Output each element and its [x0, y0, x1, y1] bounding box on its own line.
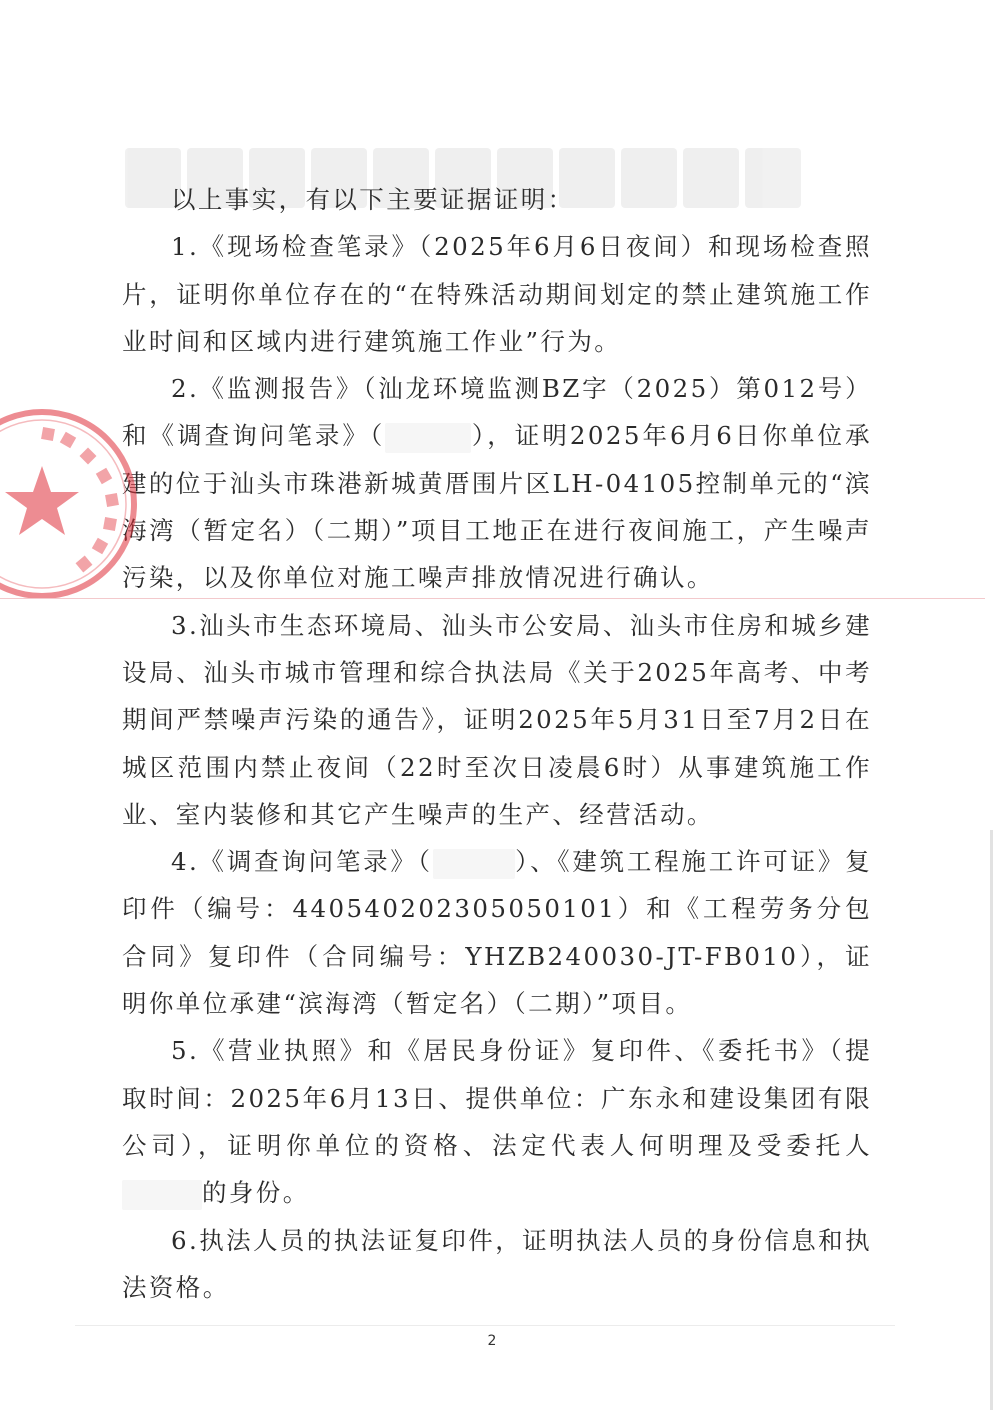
scan-bottom-line: [75, 1325, 895, 1326]
paragraph-evidence-4-part-a: 4.《调查询问笔录》（: [171, 847, 433, 877]
paragraph-evidence-5-part-a: 5.《营业执照》和《居民身份证》复印件、《委托书》（提取时间：2025年6月13日、提供单位：广东永和建设集团有限公司），证明你单位的资格、法定代表人何明理及受委托人: [122, 1036, 872, 1160]
paragraph-evidence-2-part-a: 2.《监测报告》（汕龙环境监测BZ字（2025）第012号）和《调查询问笔录》（: [122, 374, 872, 451]
page-number: 2: [487, 1333, 497, 1349]
paragraph-evidence-3: 3.汕头市生态环境局、汕头市公安局、汕头市住房和城乡建设局、汕头市城市管理和综合执法局《关于2025年高考、中考期间严禁噪声污染的通告》，证明2025年5月31日至7月2日在城区范围内禁止夜间（22时至次日凌晨6时）从事建筑施工作业、室内装修和其它产生噪声的生产、经营活动。: [122, 610, 872, 829]
paragraph-evidence-2: [122, 365, 872, 601]
paragraph-evidence-6: 6.执法人员的执法证复印件，证明执法人员的身份信息和执法资格。: [122, 1225, 872, 1302]
scan-fold-line: [0, 598, 985, 599]
paragraph-evidence-5: [122, 1027, 872, 1216]
redaction-block: [433, 849, 515, 879]
scan-edge-shadow: [990, 830, 993, 1410]
redaction-block: [385, 423, 471, 453]
document-body: [122, 176, 872, 1311]
redaction-block: [122, 1180, 202, 1210]
paragraph-intro: 以上事实，有以下主要证据证明：: [171, 185, 575, 214]
official-seal-stamp: [0, 404, 142, 604]
paragraph-evidence-4-part-b: ）、《建筑工程施工许可证》复印件（编号：440540202305050101）和《工程劳务分包合同》复印件（合同编号：YHZB240030-JT-FB010），证明你单位承建“滨海湾（暂定名）（二期）”项目。: [122, 847, 872, 1019]
paragraph-evidence-2-part-b: ），证明2025年6月6日你单位承建的位于汕头市珠港新城黄厝围片区LH-04105控制单元的“滨海湾（暂定名）（二期）”项目工地正在进行夜间施工，产生噪声污染，以及你单位对施工噪声排放情况进行确认。: [122, 421, 872, 593]
paragraph-evidence-1: 1.《现场检查笔录》（2025年6月6日夜间）和现场检查照片，证明你单位存在的“在特殊活动期间划定的禁止建筑施工作业时间和区域内进行建筑施工作业”行为。: [122, 232, 872, 356]
paragraph-evidence-4: [122, 838, 872, 1027]
paragraph-evidence-5-part-b: 的身份。: [202, 1178, 310, 1208]
